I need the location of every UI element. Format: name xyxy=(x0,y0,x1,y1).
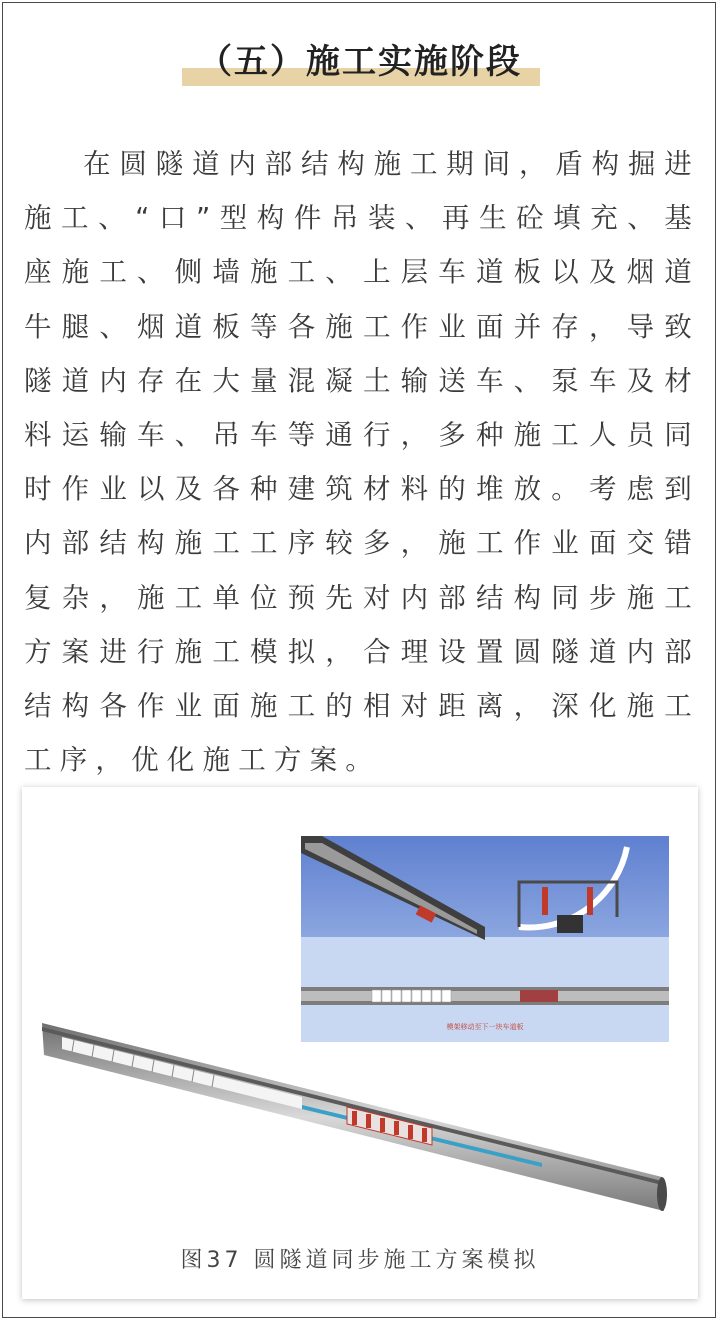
figure-card xyxy=(22,787,698,1299)
body-paragraph: 在圆隧道内部结构施工期间，盾构掘进施工、“口”型构件吊装、再生砼填充、基座施工、侧墙施工、上层车道板以及烟道牛腿、烟道板等各施工作业面并存，导致隧道内存在大量混凝土输送车、泵车及材料运输车、吊车等通行，多种施工人员同时作业以及各种建筑材料的堆放。考虑到内部结构施工工序较多，施工作业面交错复杂，施工单位预先对内部结构同步施工方案进行施工模拟，合理设置圆隧道内部结构各作业面施工的相对距离，深化施工工序，优化施工方案。 xyxy=(24,148,700,777)
inset-render xyxy=(301,836,669,1042)
tunnel-simulation-image xyxy=(22,787,698,1299)
section-title: （五）施工实施阶段 xyxy=(198,42,522,82)
figure-caption: 图37 圆隧道同步施工方案模拟 xyxy=(180,1248,540,1273)
section-header xyxy=(0,30,720,100)
inset-caption: 模架移动至下一块车道板 xyxy=(446,1023,524,1031)
main-tunnel-render xyxy=(42,1023,667,1211)
